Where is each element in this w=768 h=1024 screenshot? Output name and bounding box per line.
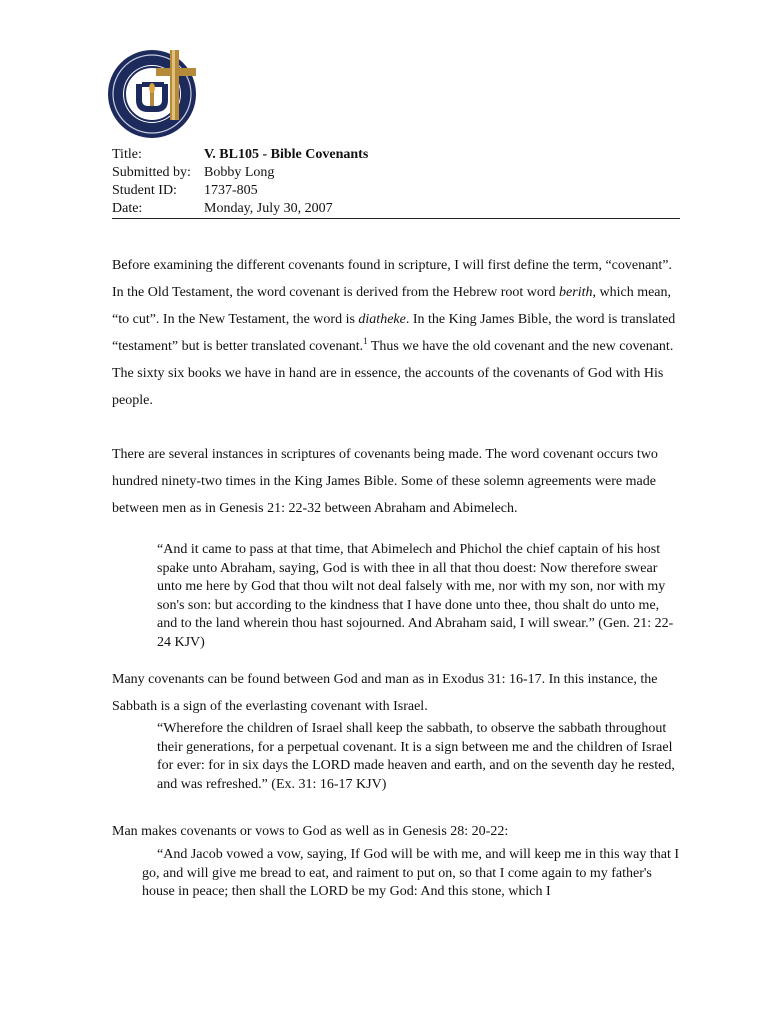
paragraph-covenant-instances: There are several instances in scriptures of covenants being made. The word covenant occurs two hundred ninety-two times in the King James Bible. Some of these solemn agreements were made between men as in Genesis 21: 22-32 between Abraham and Abimelech. bbox=[112, 447, 658, 516]
title-label: Title: bbox=[112, 147, 142, 162]
quote-genesis-21: “And it came to pass at that time, that Abimelech and Phichol the chief captain of his host spake unto Abraham, saying, God is with thee in all that thou doest: Now therefore swear unto me here by God that thou wilt not deal falsely with me, nor with my son, nor with my son's son: but according to the kindness that I have done unto thee, thou shalt do unto me, and to the land wherein thou hast sojourned. And Abraham said, I will swear.” (Gen. 21: 22-24 KJV) bbox=[157, 542, 674, 650]
p1-term-diatheke: diatheke bbox=[358, 312, 406, 327]
paragraph-man-vows: Man makes covenants or vows to God as well as in Genesis 28: 20-22: bbox=[112, 824, 509, 839]
p1-term-berith: berith bbox=[559, 285, 593, 300]
date-label: Date: bbox=[112, 201, 143, 216]
p1-text-d: Thus we have the old covenant and the new covenant. The sixty six books we have in hand are in essence, the accounts of the covenants of God with His people. bbox=[112, 339, 674, 408]
student-id-value: 1737-805 bbox=[204, 183, 258, 198]
quote-genesis-28: “And Jacob vowed a vow, saying, If God will be with me, and will keep me in this way that I go, and will give me bread to eat, and raiment to put on, so that I come again to my father's house in peace; then shall the LORD be my God: And this stone, which I bbox=[142, 847, 680, 899]
p1-text-a: Before examining the different covenants found in scripture, I will first define the term, “covenant”. In the Old Testament, the word covenant is derived from the Hebrew root word bbox=[112, 258, 672, 300]
paragraph-covenant-definition bbox=[112, 252, 682, 414]
header-row-date bbox=[112, 200, 680, 218]
header-row-submitted-by bbox=[112, 164, 680, 182]
header-row-student-id bbox=[112, 182, 680, 200]
p1-text-b: , which mean, “to cut”. In the New Testament, the word is bbox=[112, 285, 672, 327]
header-row-title bbox=[112, 146, 680, 164]
date-value: Monday, July 30, 2007 bbox=[204, 201, 333, 216]
p1-text-c: . In the King James Bible, the word is translated “testament” but is better translated covenant. bbox=[112, 312, 676, 354]
submitted-by-value: Bobby Long bbox=[204, 165, 275, 180]
title-value: V. BL105 - Bible Covenants bbox=[204, 147, 369, 162]
seminary-seal-logo bbox=[106, 46, 202, 138]
submitted-by-label: Submitted by: bbox=[112, 165, 191, 180]
header-divider bbox=[112, 218, 680, 219]
footnote-marker[interactable]: 1 bbox=[363, 336, 368, 346]
paragraph-god-and-man: Many covenants can be found between God and man as in Exodus 31: 16-17. In this instance, the Sabbath is a sign of the everlasting covenant with Israel. bbox=[112, 672, 658, 714]
document-header bbox=[112, 146, 680, 218]
student-id-label: Student ID: bbox=[112, 183, 177, 198]
quote-exodus-31: “Wherefore the children of Israel shall keep the sabbath, to observe the sabbath throughout their generations, for a perpetual covenant. It is a sign between me and the children of Israel for ever: for in six days the LORD made heaven and earth, and on the seventh day he rested, and was refreshed.” (Ex. 31: 16-17 KJV) bbox=[157, 721, 675, 792]
